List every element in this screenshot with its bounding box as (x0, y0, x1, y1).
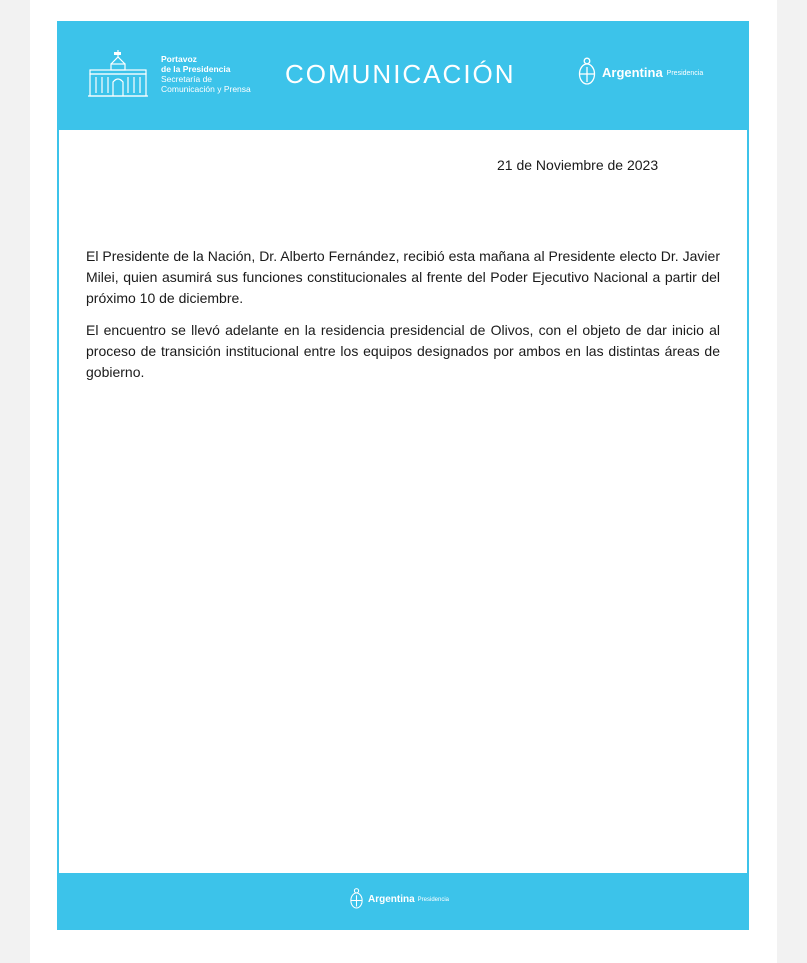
argentina-logo-header (577, 57, 703, 87)
document-date: 21 de Noviembre de 2023 (497, 157, 659, 173)
presidencia-wordmark: Presidencia (666, 70, 704, 77)
presidencia-wordmark-footer: Presidencia (417, 897, 450, 903)
coat-of-arms-icon (577, 57, 597, 87)
casa-rosada-icon (87, 48, 149, 100)
paragraph-2: El encuentro se llevó adelante en la residencia presidencial de Olivos, con el objeto de dar inicio al proceso de transición institucional entre los equipos designados por ambos en las distintas áreas de gobierno. (86, 322, 720, 380)
argentina-logo-footer (349, 887, 449, 911)
coat-of-arms-icon (349, 887, 364, 911)
argentina-wordmark-footer: Argentina (368, 893, 415, 905)
portavoz-logo (87, 46, 251, 102)
letterhead-header (57, 21, 749, 130)
paragraph-1: El Presidente de la Nación, Dr. Alberto Fernández, recibió esta mañana al Presidente electo Dr. Javier Milei, quien asumirá sus funciones constitucionales al frente del Poder Ejecutivo Nacional a partir del próximo 10 de diciembre. (86, 248, 720, 306)
portavoz-line-4: Comunicación y Prensa (161, 84, 251, 94)
document-body (86, 246, 720, 394)
letterhead-title: COMUNICACIÓN (285, 59, 516, 89)
argentina-wordmark: Argentina (602, 64, 663, 80)
portavoz-line-3: Secretaría de (161, 74, 213, 84)
portavoz-line-1: Portavoz (161, 54, 197, 64)
portavoz-line-2: de la Presidencia (161, 64, 231, 74)
letterhead-footer (57, 873, 749, 930)
